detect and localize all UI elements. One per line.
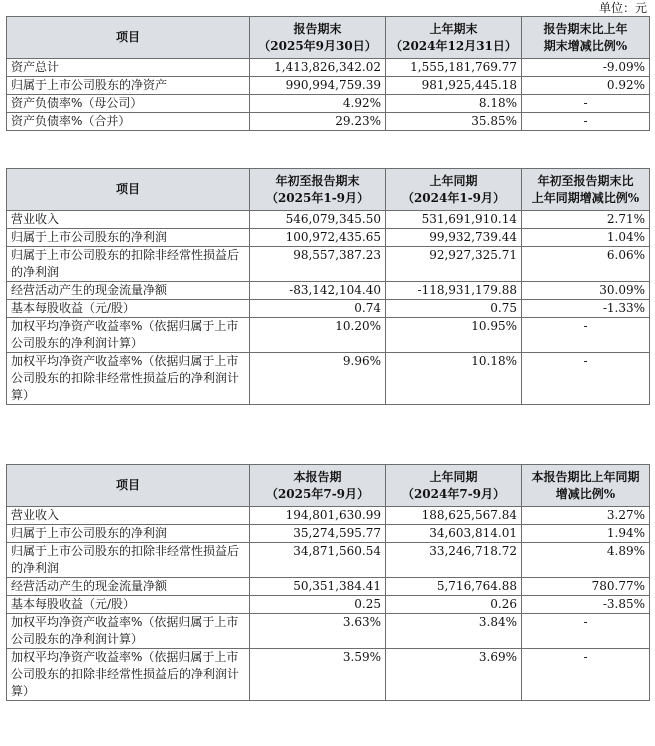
cell-change: 6.06% xyxy=(522,247,650,282)
row-label: 资产负债率%（母公司） xyxy=(7,95,250,113)
cell-prior: 0.26 xyxy=(386,596,522,614)
table-header-row xyxy=(7,169,650,211)
header-prior-year-end: 上年期末 （2024年12月31日） xyxy=(386,17,522,59)
cell-change: 0.92% xyxy=(522,77,650,95)
row-label: 归属于上市公司股东的扣除非经常性损益后的净利润 xyxy=(7,247,250,282)
row-label: 加权平均净资产收益率%（依据归属于上市公司股东的扣除非经常性损益后的净利润计算） xyxy=(7,353,250,405)
cell-current: 35,274,595.77 xyxy=(250,525,386,543)
cell-change: 4.89% xyxy=(522,543,650,578)
table-row xyxy=(7,596,650,614)
cell-current: 1,413,826,342.02 xyxy=(250,59,386,77)
cell-prior: 3.69% xyxy=(386,649,522,701)
table-row xyxy=(7,507,650,525)
cell-prior: 92,927,325.71 xyxy=(386,247,522,282)
row-label: 归属于上市公司股东的净利润 xyxy=(7,229,250,247)
cell-current: 3.59% xyxy=(250,649,386,701)
row-label: 资产负债率%（合并） xyxy=(7,113,250,131)
table-row xyxy=(7,353,650,405)
table-row xyxy=(7,59,650,77)
table-row xyxy=(7,95,650,113)
cell-change: 3.27% xyxy=(522,507,650,525)
cell-change: 1.04% xyxy=(522,229,650,247)
cell-prior: 33,246,718.72 xyxy=(386,543,522,578)
cell-current: 194,801,630.99 xyxy=(250,507,386,525)
header-change-pct: 年初至报告期末比 上年同期增减比例% xyxy=(522,169,650,211)
row-label: 基本每股收益（元/股） xyxy=(7,300,250,318)
table-row xyxy=(7,77,650,95)
table-header-row xyxy=(7,465,650,507)
cell-change: - xyxy=(522,353,650,405)
row-label: 经营活动产生的现金流量净额 xyxy=(7,282,250,300)
table-row xyxy=(7,247,650,282)
cell-current: 50,351,384.41 xyxy=(250,578,386,596)
table-row xyxy=(7,229,650,247)
row-label: 营业收入 xyxy=(7,211,250,229)
header-change-pct: 报告期末比上年 期末增减比例% xyxy=(522,17,650,59)
row-label: 归属于上市公司股东的扣除非经常性损益后的净利润 xyxy=(7,543,250,578)
cell-prior: 1,555,181,769.77 xyxy=(386,59,522,77)
cell-change: - xyxy=(522,614,650,649)
header-item: 项目 xyxy=(7,17,250,59)
cell-current: 10.20% xyxy=(250,318,386,353)
cell-change: 2.71% xyxy=(522,211,650,229)
row-label: 基本每股收益（元/股） xyxy=(7,596,250,614)
table-row xyxy=(7,300,650,318)
quarter-results-table xyxy=(6,464,650,701)
cell-change: 780.77% xyxy=(522,578,650,596)
cell-change: 1.94% xyxy=(522,525,650,543)
cell-prior: 34,603,814.01 xyxy=(386,525,522,543)
table-row xyxy=(7,578,650,596)
table-row xyxy=(7,614,650,649)
cell-prior: 35.85% xyxy=(386,113,522,131)
cell-current: -83,142,104.40 xyxy=(250,282,386,300)
ytd-results-table xyxy=(6,168,650,405)
row-label: 加权平均净资产收益率%（依据归属于上市公司股东的扣除非经常性损益后的净利润计算） xyxy=(7,649,250,701)
table-row xyxy=(7,282,650,300)
cell-change: -9.09% xyxy=(522,59,650,77)
cell-current: 9.96% xyxy=(250,353,386,405)
header-item: 项目 xyxy=(7,169,250,211)
cell-prior: 10.95% xyxy=(386,318,522,353)
header-change-pct: 本报告期比上年同期 增减比例% xyxy=(522,465,650,507)
cell-change: - xyxy=(522,113,650,131)
cell-prior: 5,716,764.88 xyxy=(386,578,522,596)
unit-label: 单位：元 xyxy=(598,1,647,15)
cell-current: 100,972,435.65 xyxy=(250,229,386,247)
header-prior-ytd: 上年同期 （2024年1-9月） xyxy=(386,169,522,211)
row-label: 归属于上市公司股东的净利润 xyxy=(7,525,250,543)
cell-prior: -118,931,179.88 xyxy=(386,282,522,300)
cell-prior: 0.75 xyxy=(386,300,522,318)
row-label: 加权平均净资产收益率%（依据归属于上市公司股东的净利润计算） xyxy=(7,318,250,353)
cell-current: 4.92% xyxy=(250,95,386,113)
balance-summary-table xyxy=(6,16,650,131)
table-row xyxy=(7,525,650,543)
header-prior-quarter: 上年同期 （2024年7-9月） xyxy=(386,465,522,507)
cell-prior: 10.18% xyxy=(386,353,522,405)
header-ytd: 年初至报告期末 （2025年1-9月） xyxy=(250,169,386,211)
table-row xyxy=(7,318,650,353)
cell-change: - xyxy=(522,95,650,113)
header-period-end: 报告期末 （2025年9月30日） xyxy=(250,17,386,59)
cell-current: 34,871,560.54 xyxy=(250,543,386,578)
row-label: 营业收入 xyxy=(7,507,250,525)
cell-current: 0.74 xyxy=(250,300,386,318)
row-label: 经营活动产生的现金流量净额 xyxy=(7,578,250,596)
cell-current: 29.23% xyxy=(250,113,386,131)
cell-change: -1.33% xyxy=(522,300,650,318)
table-header-row xyxy=(7,17,650,59)
row-label: 资产总计 xyxy=(7,59,250,77)
cell-current: 990,994,759.39 xyxy=(250,77,386,95)
cell-change: -3.85% xyxy=(522,596,650,614)
row-label: 归属于上市公司股东的净资产 xyxy=(7,77,250,95)
row-label: 加权平均净资产收益率%（依据归属于上市公司股东的净利润计算） xyxy=(7,614,250,649)
header-current-quarter: 本报告期 （2025年7-9月） xyxy=(250,465,386,507)
table-row xyxy=(7,211,650,229)
cell-change: - xyxy=(522,649,650,701)
cell-change: - xyxy=(522,318,650,353)
cell-prior: 8.18% xyxy=(386,95,522,113)
cell-change: 30.09% xyxy=(522,282,650,300)
cell-current: 3.63% xyxy=(250,614,386,649)
cell-prior: 531,691,910.14 xyxy=(386,211,522,229)
table-row xyxy=(7,113,650,131)
cell-prior: 3.84% xyxy=(386,614,522,649)
cell-prior: 99,932,739.44 xyxy=(386,229,522,247)
table-row xyxy=(7,543,650,578)
cell-prior: 188,625,567.84 xyxy=(386,507,522,525)
cell-current: 98,557,387.23 xyxy=(250,247,386,282)
table-row xyxy=(7,649,650,701)
cell-prior: 981,925,445.18 xyxy=(386,77,522,95)
header-item: 项目 xyxy=(7,465,250,507)
cell-current: 546,079,345.50 xyxy=(250,211,386,229)
cell-current: 0.25 xyxy=(250,596,386,614)
